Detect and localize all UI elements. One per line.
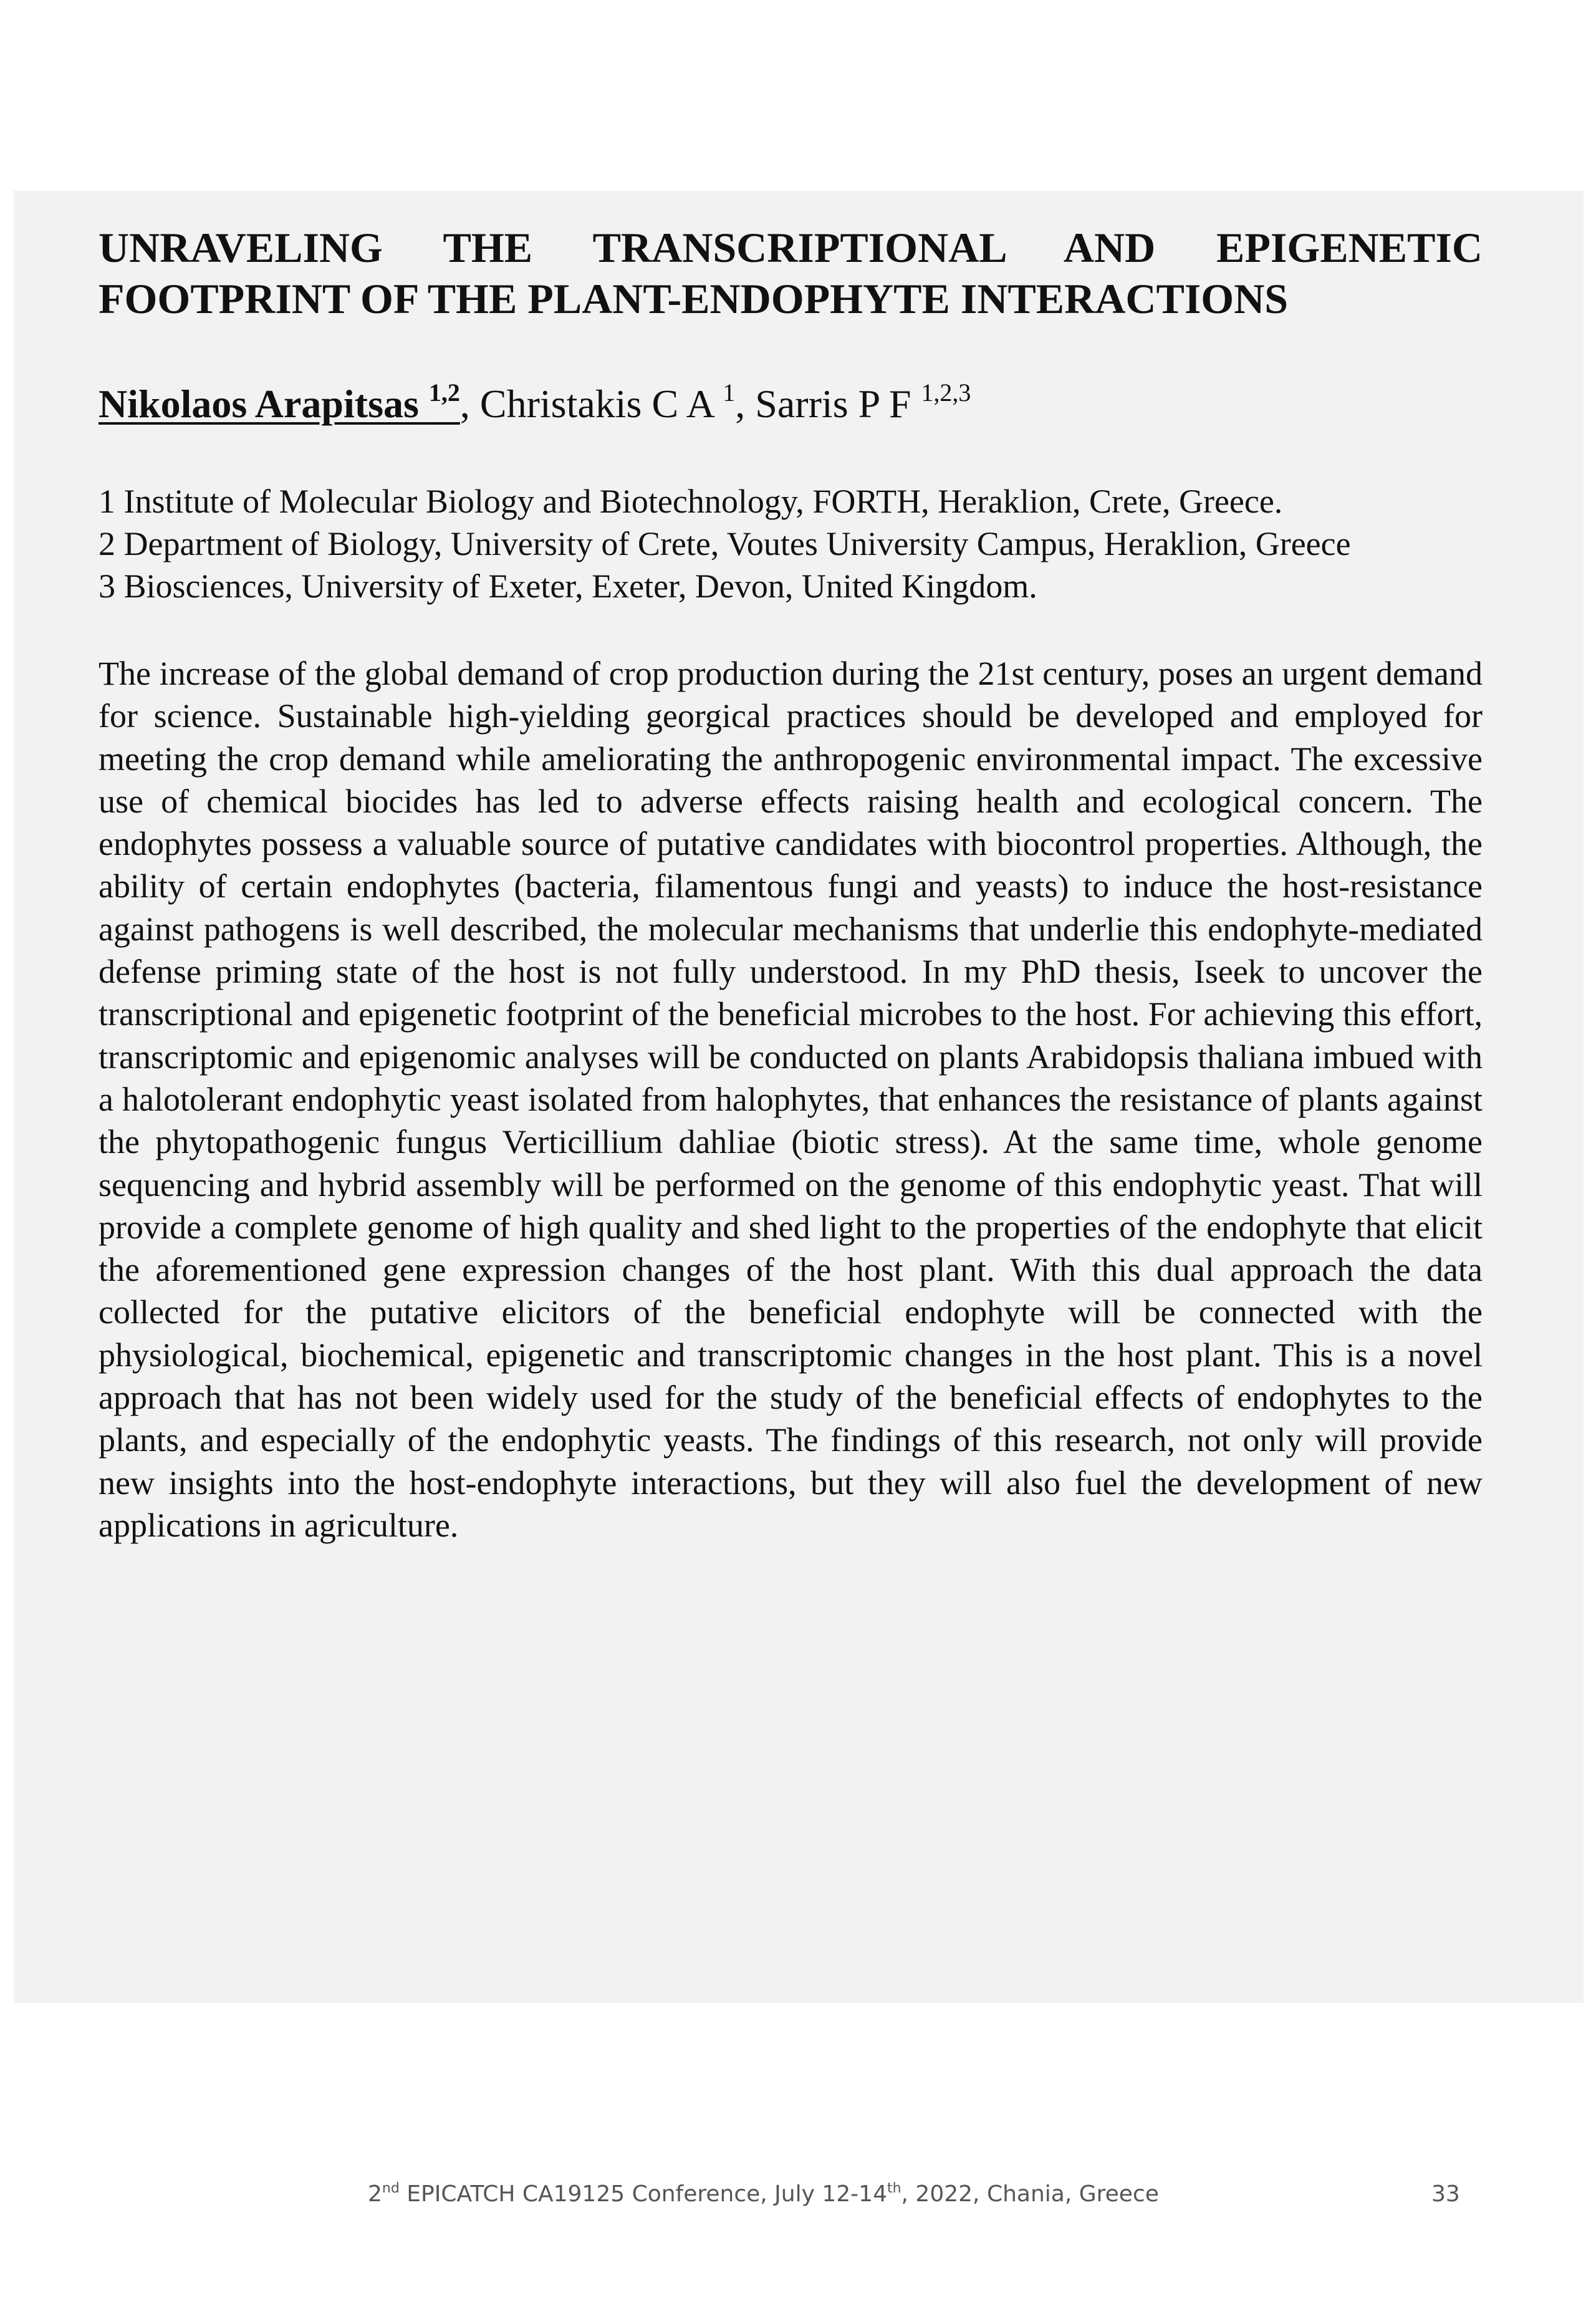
affiliation-3: 3 Biosciences, University of Exeter, Exeter, Devon, United Kingdom. bbox=[99, 567, 1037, 605]
conference-citation bbox=[368, 2181, 1159, 2207]
conf-prefix-sup: nd bbox=[382, 2181, 400, 2196]
author-christakis-affiliation: 1 bbox=[723, 379, 736, 407]
abstract-title bbox=[99, 222, 1483, 324]
conf-suffix: , 2022, Chania, Greece bbox=[901, 2181, 1159, 2207]
abstract-body: The increase of the global demand of crop production during the 21st century, poses an urgent demand for science. Sustainable high-yielding georgical practices should be developed and employed for meeting the crop demand while ameliorating the anthropogenic environmental impact. The excessive use of chemical biocides has led to adverse effects raising health and ecological concern. The endophytes possess a valuable source of putative candidates with biocontrol properties. Although, the ability of certain endophytes (bacteria, filamentous fungi and yeasts) to induce the host-resistance against pathogens is well described, the molecular mechanisms that underlie this endophyte-mediated defense priming state of the host is not fully understood. In my PhD thesis, Iseek to uncover the transcriptional and epigenetic footprint of the beneficial microbes to the host. For achieving this effort, transcriptomic and epigenomic analyses will be conducted on plants Arabidopsis thaliana imbued with a halotolerant endophytic yeast isolated from halophytes, that enhances the resistance of plants against the phytopathogenic fungus Verticillium dahliae (biotic stress). At the same time, whole genome sequencing and hybrid assembly will be performed on the genome of this endophytic yeast. That will provide a complete genome of high quality and shed light to the properties of the endophyte that elicit the aforementioned gene expression changes of the host plant. With this dual approach the data collected for the putative elicitors of the beneficial endophyte will be connected with the physiological, biochemical, epigenetic and transcriptomic changes in the host plant. This is a novel approach that has not been widely used for the study of the beneficial effects of endophytes to the plants, and especially of the endophytic yeasts. The findings of this research, not only will provide new insights into the host-endophyte interactions, but they will also fuel the development of new applications in agriculture. bbox=[99, 655, 1483, 1544]
affiliation-list bbox=[99, 480, 1483, 607]
page-footer bbox=[0, 2181, 1596, 2219]
abstract-content bbox=[99, 222, 1483, 1546]
affiliation-1: 1 Institute of Molecular Biology and Biotechnology, FORTH, Heraklion, Crete, Greece. bbox=[99, 483, 1283, 520]
author-sarris-affiliation: 1,2,3 bbox=[921, 379, 971, 407]
page-number: 33 bbox=[1431, 2181, 1460, 2207]
presenting-author-name: Nikolaos Arapitsas bbox=[99, 382, 419, 426]
author-separator: , bbox=[459, 382, 480, 426]
conf-middle: EPICATCH CA19125 Conference, July 12-14 bbox=[399, 2181, 887, 2207]
author-christakis: Christakis C A bbox=[479, 382, 713, 426]
title-line-2: FOOTPRINT OF THE PLANT-ENDOPHYTE INTERACTIONS bbox=[99, 275, 1289, 322]
presenting-author-affiliation: 1,2 bbox=[428, 379, 460, 407]
affiliation-2: 2 Department of Biology, University of Crete, Voutes University Campus, Heraklion, Greece bbox=[99, 525, 1351, 562]
author-list bbox=[99, 379, 1483, 429]
title-line-1: UNRAVELING THE TRANSCRIPTIONAL AND EPIGENETIC bbox=[99, 224, 1483, 271]
conf-prefix: 2 bbox=[368, 2181, 382, 2207]
author-separator: , bbox=[735, 382, 756, 426]
author-sarris: Sarris P F bbox=[755, 382, 911, 426]
presenting-author bbox=[99, 379, 460, 426]
conf-middle-sup: th bbox=[887, 2181, 901, 2196]
